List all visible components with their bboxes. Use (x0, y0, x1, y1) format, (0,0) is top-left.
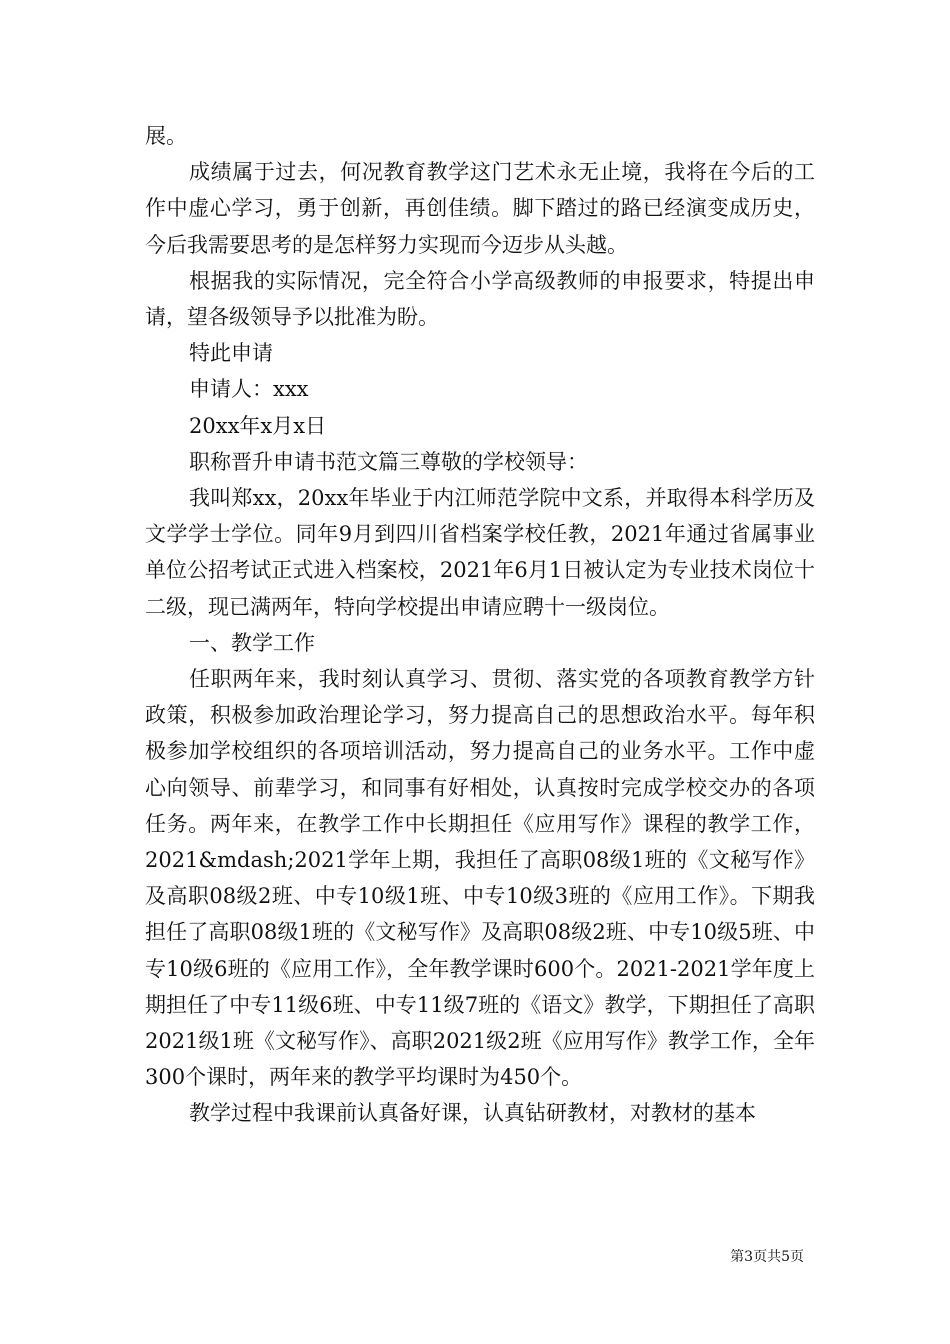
date-line: 20xx年x月x日 (189, 413, 327, 438)
applicant-line: 申请人：xxx (189, 377, 309, 402)
paragraph-intro: 我叫郑xx，20xx年毕业于内江师范学院中文系，并取得本科学历及文学学士学位。同年9月到四川省档案学校任教，2021年通过省属事业单位公招考试正式进入档案校，2021年6月1日被认定为专业技术岗位十二级，现已满两年，特向学校提出申请应聘十一级岗位。 (145, 486, 815, 619)
paragraph-last: 教学过程中我课前认真备好课，认真钻研教材，对教材的基本 (189, 1101, 756, 1126)
document-body (145, 118, 815, 1132)
paragraph-teaching: 任职两年来，我时刻认真学习、贯彻、落实党的各项教育教学方针政策，积极参加政治理论学习，努力提高自己的思想政治水平。每年积极参加学校组织的各项培训活动，努力提高自己的业务水平。工作中虚心向领导、前辈学习，和同事有好相处，认真按时完成学校交办的各项任务。两年来，在教学工作中长期担任《应用写作》课程的教学工作，2021&mdash;2021学年上期，我担任了高职08级1班的《文秘写作》及高职08级2班、中专10级1班、中专10级3班的《应用工作》。下期我担任了高职08级1班的《文秘写作》及高职08级2班、中专10级5班、中专10级6班的《应用工作》，全年教学课时600个。2021-2021学年度上期担任了中专11级6班、中专11级7班的《语文》教学，下期担任了高职2021级1班《文秘写作》、高职2021级2班《应用写作》教学工作，全年300个课时，两年来的教学平均课时为450个。 (145, 667, 815, 1090)
heading-teaching-work: 一、教学工作 (189, 630, 315, 655)
paragraph-2: 成绩属于过去，何况教育教学这门艺术永无止境，我将在今后的工作中虚心学习，勇于创新，再创佳绩。脚下踏过的路已经演变成历史，今后我需要思考的是怎样努力实现而今迈步从头越。 (145, 160, 815, 257)
section-title-line: 职称晋升申请书范文篇三尊敬的学校领导： (189, 449, 588, 474)
closing-line: 特此申请 (189, 341, 273, 366)
page-number: 第3页共5页 (730, 1249, 804, 1265)
paragraph-3: 根据我的实际情况，完全符合小学高级教师的申报要求，特提出申请，望各级领导予以批准为盼。 (145, 268, 815, 330)
paragraph-1: 展。 (145, 124, 187, 148)
